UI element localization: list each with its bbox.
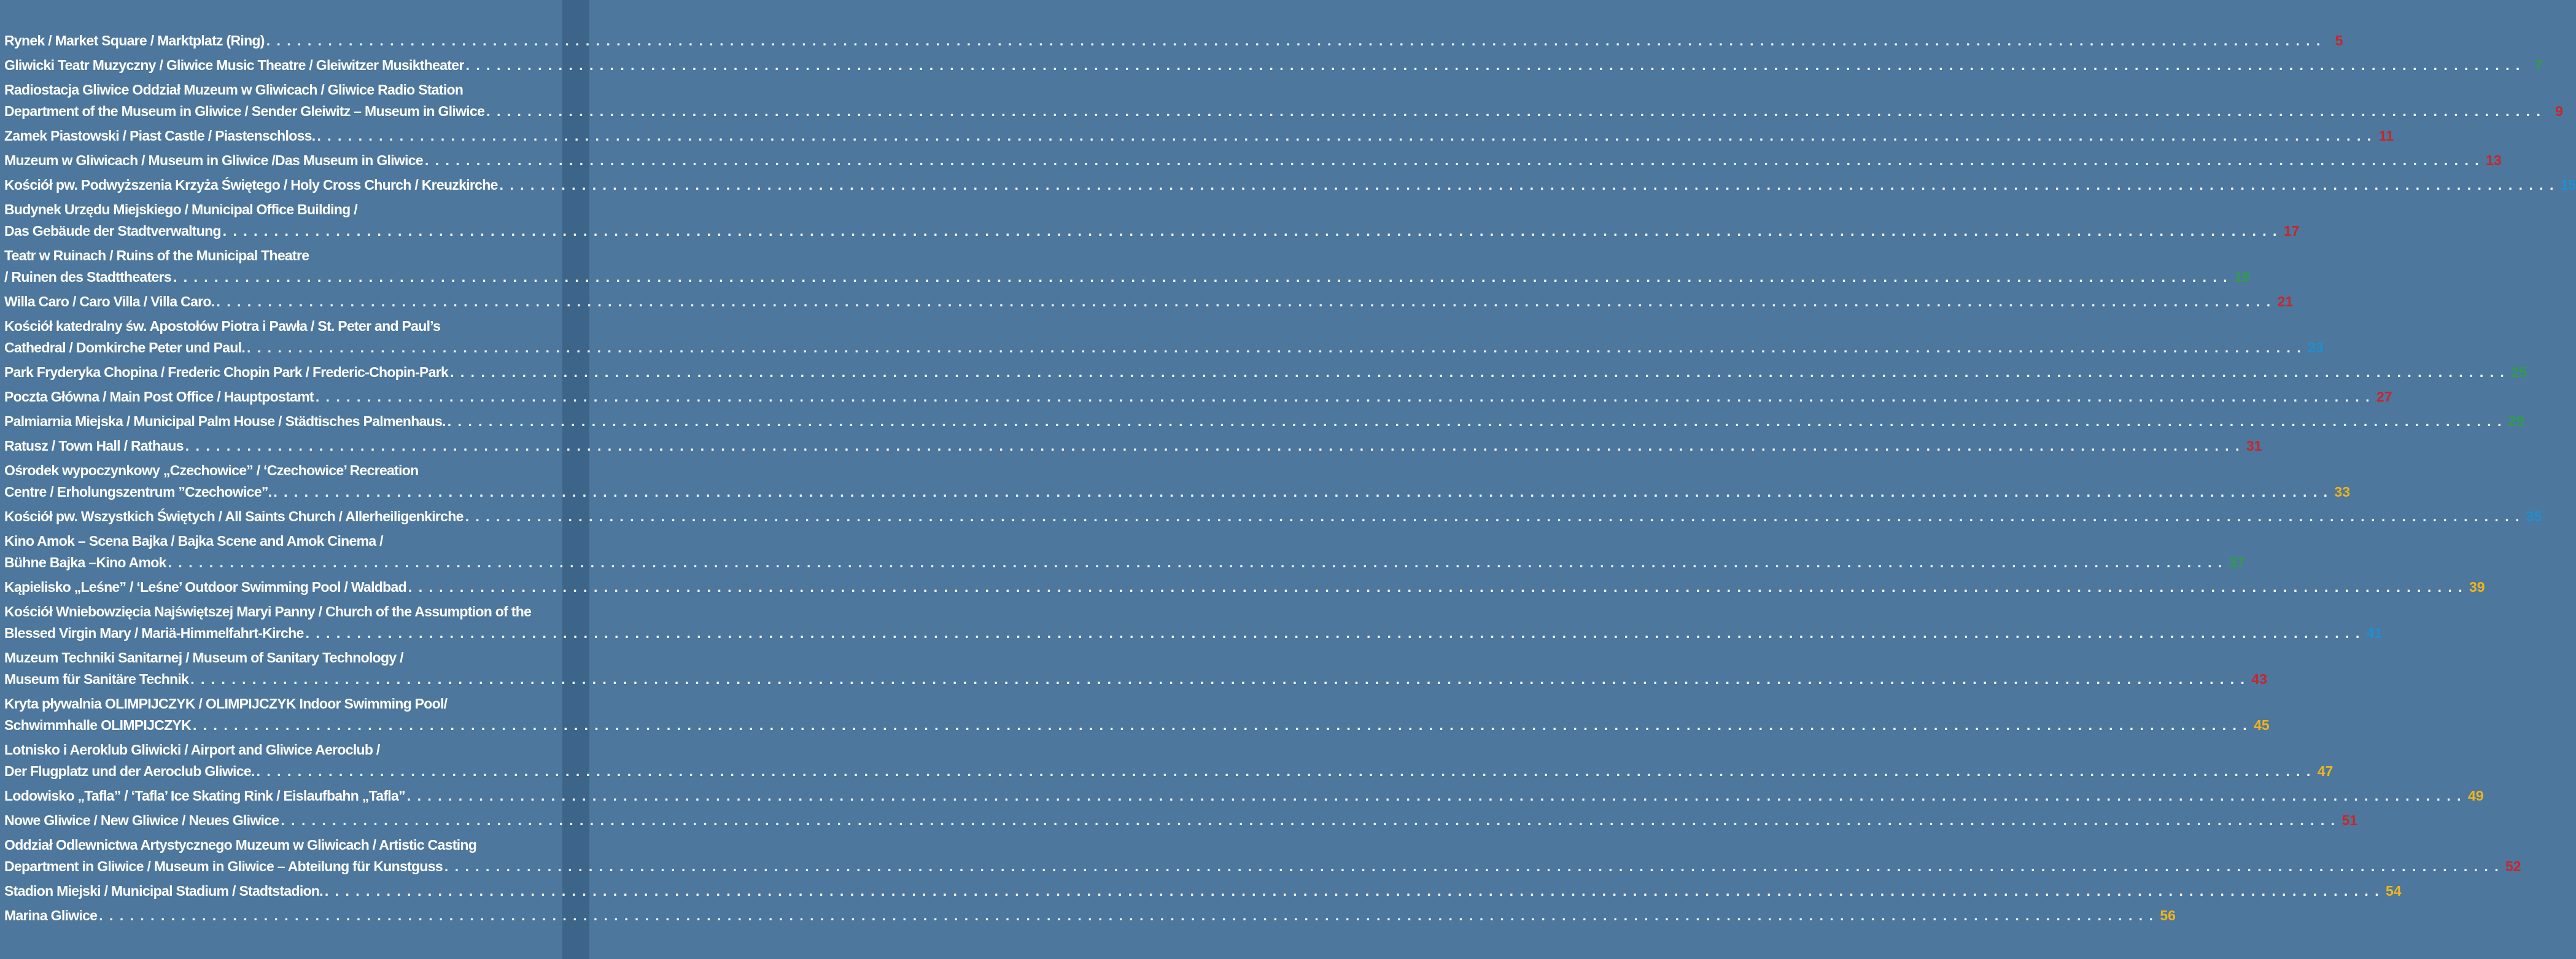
toc-entry-title: Poczta Główna / Main Post Office / Hauptpostamt: [4, 389, 314, 405]
dot-leader: . . . . . . . . . . . . . . . . . . . . . . . . . . . . . . . . . . . . . . . . . . . . . . . . . . . . . . . . . . . . . . . . . . . . . . . . . . . . . . . . . . . . . . . . . . . . . . . . . . . . . . . . . . . . . . . . . . . . . . . . . . . . . . . . . . . . . . . . . . . . . . . . . . . . . . . . . . . . . . . . . . . . . . . . . . . . . . . . . . . . . . . . . . . . . . . . . . . . . . . .: [450, 364, 2505, 380]
page-number: 9: [2555, 103, 2563, 119]
page-number: 35: [2526, 508, 2542, 524]
toc-entry-line: [4, 460, 583, 481]
toc-entry-title: Nowe Gliwice / New Gliwice / Neues Gliwice: [4, 812, 279, 828]
page-number: 13: [2486, 152, 2502, 168]
toc-entry-title: Kościół pw. Podwyższenia Krzyża Świętego / Holy Cross Church / Kreuzkirche: [4, 177, 498, 193]
toc-entry[interactable]: [4, 880, 2402, 905]
toc-entry[interactable]: [4, 693, 2270, 739]
toc-entry[interactable]: [4, 199, 2300, 245]
toc-entry-line: [4, 245, 583, 266]
toc-entry-title: Museum für Sanitäre Technik: [4, 671, 189, 687]
dot-leader: . . . . . . . . . . . . . . . . . . . . . . . . . . . . . . . . . . . . . . . . . . . . . . . . . . . . . . . . . . . . . . . . . . . . . . . . . . . . . . . . . . . . . . . . . . . . . . . . . . . . . . . . . . . . . . . . . . . . . . . . . . . . . . . . . . . . . . . . . . . . . . . . . . . . . . . . . . . . . . . . . . . . . . . . . . . . . . . . . . . . . . . . . . . . . . . . . . . . . . . .: [499, 177, 2555, 193]
page-number: 27: [2376, 389, 2392, 405]
toc-entry[interactable]: [4, 530, 2245, 577]
toc-entry-line: [4, 266, 2250, 288]
toc-entry-title: Ratusz / Town Hall / Rathaus: [4, 438, 184, 454]
toc-entry-line: [4, 785, 2484, 807]
toc-entry-title: Willa Caro / Caro Villa / Villa Caro.: [4, 293, 215, 309]
toc-entry-title: Lodowisko „Tafla” / ‘Tafla’ Ice Skating Rink / Eislaufbahn „Tafla”: [4, 788, 405, 804]
dot-leader: . . . . . . . . . . . . . . . . . . . . . . . . . . . . . . . . . . . . . . . . . . . . . . . . . . . . . . . . . . . . . . . . . . . . . . . . . . . . . . . . . . . . . . . . . . . . . . . . . . . . . . . . . . . . . . . . . . . . . . . . . . . . . . . . . . . . . . . . . . . . . . . . . . . . . . . . . . . . . . . . . . . . . . . . . . . . . . . . . . . . . . . . . . . . . . . . . . . . . . . .: [99, 907, 2154, 923]
toc-entry-title: Department in Gliwice / Museum in Gliwice – Abteilung für Kunstguss: [4, 858, 443, 874]
toc-entry-title: Teatr w Ruinach / Ruins of the Municipal Theatre: [4, 247, 309, 263]
toc-entry-line: [4, 101, 2563, 122]
toc-entry-line: [4, 761, 2334, 782]
toc-entry-line: [4, 411, 2524, 432]
toc-entry[interactable]: [4, 411, 2524, 435]
dot-leader: . . . . . . . . . . . . . . . . . . . . . . . . . . . . . . . . . . . . . . . . . . . . . . . . . . . . . . . . . . . . . . . . . . . . . . . . . . . . . . . . . . . . . . . . . . . . . . . . . . . . . . . . . . . . . . . . . . . . . . . . . . . . . . . . . . . . . . . . . . . . . . . . . . . . . . . . . . . . . . . . . . . . . . . . . . . . . . . . . . . . . . . . . . . . . . . . . . . . . . . .: [173, 269, 2229, 285]
toc-entry-title: Kościół katedralny św. Apostołów Piotra i Pawła / St. Peter and Paul’s: [4, 318, 441, 334]
page-number: 47: [2317, 763, 2334, 779]
toc-entry-title: Rynek / Market Square / Marktplatz (Ring): [4, 33, 265, 49]
page-number: 54: [2386, 883, 2402, 899]
page-number: 15: [2560, 177, 2576, 193]
dot-leader: . . . . . . . . . . . . . . . . . . . . . . . . . . . . . . . . . . . . . . . . . . . . . . . . . . . . . . . . . . . . . . . . . . . . . . . . . . . . . . . . . . . . . . . . . . . . . . . . . . . . . . . . . . . . . . . . . . . . . . . . . . . . . . . . . . . . . . . . . . . . . . . . . . . . . . . . . . . . . . . . . . . . . . . . . . . . . . . . . . . . . . . . . . . . . . . . . . . . . . . .: [424, 152, 2480, 168]
toc-entry[interactable]: [4, 174, 2576, 199]
toc-entry-line: [4, 30, 2343, 52]
page-number: 11: [2378, 128, 2394, 144]
toc-entry[interactable]: [4, 386, 2392, 411]
toc-entry[interactable]: [4, 291, 2294, 316]
toc-entry-title: Bühne Bajka –Kino Amok: [4, 554, 166, 570]
toc-entry-title: Muzeum w Gliwicach / Museum in Gliwice /Das Museum in Gliwice: [4, 152, 423, 168]
toc-entry-line: [4, 199, 583, 220]
toc-entry-line: [4, 55, 2543, 76]
dot-leader: . . . . . . . . . . . . . . . . . . . . . . . . . . . . . . . . . . . . . . . . . . . . . . . . . . . . . . . . . . . . . . . . . . . . . . . . . . . . . . . . . . . . . . . . . . . . . . . . . . . . . . . . . . . . . . . . . . . . . . . . . . . . . . . . . . . . . . . . . . . . . . . . . . . . . . . . . . . . . . . . . . . . . . . . . . . . . . . . . . . . . . . . . . . . . . . . . . . . . . . .: [406, 788, 2462, 804]
toc-entry-line: [4, 905, 2176, 926]
page-number: 17: [2283, 223, 2300, 239]
page-number: 43: [2251, 671, 2267, 687]
toc-entry-title: Palmiarnia Miejska / Municipal Palm House / Städtisches Palmenhaus.: [4, 413, 446, 429]
toc-entry[interactable]: [4, 55, 2543, 79]
toc-entry[interactable]: [4, 739, 2334, 785]
toc-entry-line: [4, 220, 2300, 242]
toc-entry-title: Centre / Erholungszentrum ”Czechowice”.: [4, 484, 272, 500]
toc-entry-title: Park Fryderyka Chopina / Frederic Chopin Park / Frederic-Chopin-Park: [4, 364, 449, 380]
page-number: 33: [2334, 484, 2350, 500]
toc-entry-line: [4, 386, 2392, 408]
dot-leader: . . . . . . . . . . . . . . . . . . . . . . . . . . . . . . . . . . . . . . . . . . . . . . . . . . . . . . . . . . . . . . . . . . . . . . . . . . . . . . . . . . . . . . . . . . . . . . . . . . . . . . . . . . . . . . . . . . . . . . . . . . . . . . . . . . . . . . . . . . . . . . . . . . . . . . . . . . . . . . . . . . . . . . . . . . . . . . . . . . . . . . . . . . . . . . . . . . . . . . . .: [315, 389, 2371, 405]
dot-leader: . . . . . . . . . . . . . . . . . . . . . . . . . . . . . . . . . . . . . . . . . . . . . . . . . . . . . . . . . . . . . . . . . . . . . . . . . . . . . . . . . . . . . . . . . . . . . . . . . . . . . . . . . . . . . . . . . . . . . . . . . . . . . . . . . . . . . . . . . . . . . . . . . . . . . . . . . . . . . . . . . . . . . . . . . . . . . . . . . . . . . . . . . . . . . . . . . . . . . . . .: [447, 413, 2503, 429]
toc-entry-line: [4, 337, 2324, 359]
toc-entry-line: [4, 362, 2527, 383]
toc-entry[interactable]: [4, 245, 2250, 291]
page-number: 31: [2246, 438, 2262, 454]
page-number: 5: [2335, 33, 2343, 49]
dot-leader: . . . . . . . . . . . . . . . . . . . . . . . . . . . . . . . . . . . . . . . . . . . . . . . . . . . . . . . . . . . . . . . . . . . . . . . . . . . . . . . . . . . . . . . . . . . . . . . . . . . . . . . . . . . . . . . . . . . . . . . . . . . . . . . . . . . . . . . . . . . . . . . . . . . . . . . . . . . . . . . . . . . . . . . . . . . . . . . . . . . . . . . . . . . . . . . . . . . . . . . .: [193, 717, 2248, 733]
toc-entry-title: Department of the Museum in Gliwice / Sender Gleiwitz – Museum in Gliwice: [4, 103, 485, 119]
page-number: 25: [2511, 364, 2527, 380]
page-number: 37: [2229, 554, 2245, 570]
toc-entry[interactable]: [4, 577, 2485, 601]
toc-entry-title: Gliwicki Teatr Muzyczny / Gliwice Music Theatre / Gleiwitzer Musiktheater: [4, 57, 464, 73]
toc-entry-title: Radiostacja Gliwice Oddział Muzeum w Gliwicach / Gliwice Radio Station: [4, 82, 464, 98]
toc-entry-line: [4, 715, 2270, 736]
dot-leader: . . . . . . . . . . . . . . . . . . . . . . . . . . . . . . . . . . . . . . . . . . . . . . . . . . . . . . . . . . . . . . . . . . . . . . . . . . . . . . . . . . . . . . . . . . . . . . . . . . . . . . . . . . . . . . . . . . . . . . . . . . . . . . . . . . . . . . . . . . . . . . . . . . . . . . . . . . . . . . . . . . . . . . . . . . . . . . . . . . . . . . . . . . . . . . . . . . . . . . . .: [486, 103, 2542, 119]
toc-entry-line: [4, 530, 583, 552]
toc-entry[interactable]: [4, 905, 2176, 930]
page-number: 7: [2534, 57, 2543, 73]
toc-entry[interactable]: [4, 506, 2542, 530]
toc-entry[interactable]: [4, 810, 2358, 834]
dot-leader: . . . . . . . . . . . . . . . . . . . . . . . . . . . . . . . . . . . . . . . . . . . . . . . . . . . . . . . . . . . . . . . . . . . . . . . . . . . . . . . . . . . . . . . . . . . . . . . . . . . . . . . . . . . . . . . . . . . . . . . . . . . . . . . . . . . . . . . . . . . . . . . . . . . . . . . . . . . . . . . . . . . . . . . . . . . . . . . . . . . . . . . . . . . . . . . . . . . . . . . .: [185, 438, 2241, 454]
toc-entry-line: [4, 79, 583, 101]
dot-leader: . . . . . . . . . . . . . . . . . . . . . . . . . . . . . . . . . . . . . . . . . . . . . . . . . . . . . . . . . . . . . . . . . . . . . . . . . . . . . . . . . . . . . . . . . . . . . . . . . . . . . . . . . . . . . . . . . . . . . . . . . . . . . . . . . . . . . . . . . . . . . . . . . . . . . . . . . . . . . . . . . . . . . . . . . . . . . . . . . . . . . . . . . . . . . . . . . . . . . . . .: [273, 484, 2329, 500]
toc-entry[interactable]: [4, 316, 2324, 362]
page-number: 51: [2341, 812, 2358, 828]
page-number: 29: [2508, 413, 2524, 429]
toc-entry-title: Das Gebäude der Stadtverwaltung: [4, 223, 221, 239]
toc-entry[interactable]: [4, 79, 2563, 125]
toc-entry-title: Stadion Miejski / Municipal Stadium / Stadtstadion.: [4, 883, 323, 899]
page-number: 21: [2277, 293, 2294, 309]
page-number: 45: [2254, 717, 2270, 733]
toc-entry-line: [4, 291, 2294, 313]
toc-entry-line: [4, 435, 2262, 457]
dot-leader: . . . . . . . . . . . . . . . . . . . . . . . . . . . . . . . . . . . . . . . . . . . . . . . . . . . . . . . . . . . . . . . . . . . . . . . . . . . . . . . . . . . . . . . . . . . . . . . . . . . . . . . . . . . . . . . . . . . . . . . . . . . . . . . . . . . . . . . . . . . . . . . . . . . . . . . . . . . . . . . . . . . . . . . . . . . . . . . . . . . . . . . . . . . . . . . . . . . . . . . .: [444, 858, 2500, 874]
toc-entry-title: Blessed Virgin Mary / Mariä-Himmelfahrt-Kirche: [4, 625, 304, 641]
toc-entry-title: Kryta pływalnia OLIMPIJCZYK / OLIMPIJCZYK Indoor Swimming Pool/: [4, 696, 448, 712]
toc-entry-title: Ośrodek wypoczynkowy „Czechowice” / ‘Czechowice’ Recreation: [4, 462, 419, 478]
toc-entry-title: Oddział Odlewnictwa Artystycznego Muzeum w Gliwicach / Artistic Casting: [4, 837, 477, 853]
toc-entry[interactable]: [4, 785, 2484, 810]
toc-entry[interactable]: [4, 30, 2343, 55]
toc-entry-title: / Ruinen des Stadttheaters: [4, 269, 171, 285]
toc-entry-title: Cathedral / Domkirche Peter und Paul.: [4, 340, 246, 355]
toc-entry-line: [4, 601, 583, 623]
toc-entry[interactable]: [4, 125, 2394, 150]
toc-entry-line: [4, 856, 2521, 877]
toc-entry-line: [4, 647, 583, 669]
toc-entry-title: Marina Gliwice: [4, 907, 98, 923]
toc-entry[interactable]: [4, 150, 2502, 174]
toc-entry[interactable]: [4, 435, 2262, 460]
toc-entry-title: Budynek Urzędu Miejskiego / Municipal Office Building /: [4, 201, 357, 217]
dot-leader: . . . . . . . . . . . . . . . . . . . . . . . . . . . . . . . . . . . . . . . . . . . . . . . . . . . . . . . . . . . . . . . . . . . . . . . . . . . . . . . . . . . . . . . . . . . . . . . . . . . . . . . . . . . . . . . . . . . . . . . . . . . . . . . . . . . . . . . . . . . . . . . . . . . . . . . . . . . . . . . . . . . . . . . . . . . . . . . . . . . . . . . . . . . . . . . . . . . . . . . .: [247, 340, 2302, 355]
dot-leader: . . . . . . . . . . . . . . . . . . . . . . . . . . . . . . . . . . . . . . . . . . . . . . . . . . . . . . . . . . . . . . . . . . . . . . . . . . . . . . . . . . . . . . . . . . . . . . . . . . . . . . . . . . . . . . . . . . . . . . . . . . . . . . . . . . . . . . . . . . . . . . . . . . . . . . . . . . . . . . . . . . . . . . . . . . . . . . . . . . . . . . . . . . . . . . . . . . . . . . . .: [216, 293, 2272, 309]
toc-entry[interactable]: [4, 647, 2267, 693]
toc-entry-title: Muzeum Techniki Sanitarnej / Museum of Sanitary Technology /: [4, 650, 403, 666]
toc-entry[interactable]: [4, 601, 2383, 647]
dot-leader: . . . . . . . . . . . . . . . . . . . . . . . . . . . . . . . . . . . . . . . . . . . . . . . . . . . . . . . . . . . . . . . . . . . . . . . . . . . . . . . . . . . . . . . . . . . . . . . . . . . . . . . . . . . . . . . . . . . . . . . . . . . . . . . . . . . . . . . . . . . . . . . . . . . . . . . . . . . . . . . . . . . . . . . . . . . . . . . . . . . . . . . . . . . . . . . . . . . . . . . .: [317, 128, 2373, 144]
toc-entry-line: [4, 880, 2402, 902]
dot-leader: . . . . . . . . . . . . . . . . . . . . . . . . . . . . . . . . . . . . . . . . . . . . . . . . . . . . . . . . . . . . . . . . . . . . . . . . . . . . . . . . . . . . . . . . . . . . . . . . . . . . . . . . . . . . . . . . . . . . . . . . . . . . . . . . . . . . . . . . . . . . . . . . . . . . . . . . . . . . . . . . . . . . . . . . . . . . . . . . . . . . . . . . . . . . . . . . . . . . . . . .: [465, 508, 2521, 524]
dot-leader: . . . . . . . . . . . . . . . . . . . . . . . . . . . . . . . . . . . . . . . . . . . . . . . . . . . . . . . . . . . . . . . . . . . . . . . . . . . . . . . . . . . . . . . . . . . . . . . . . . . . . . . . . . . . . . . . . . . . . . . . . . . . . . . . . . . . . . . . . . . . . . . . . . . . . . . . . . . . . . . . . . . . . . . . . . . . . . . . . . . . . . . . . . . . . . . . . . . . . . . .: [281, 812, 2337, 828]
toc-entry[interactable]: [4, 460, 2350, 506]
toc-entry-title: Zamek Piastowski / Piast Castle / Piastenschloss.: [4, 128, 316, 144]
page-number: 39: [2469, 579, 2485, 595]
dot-leader: . . . . . . . . . . . . . . . . . . . . . . . . . . . . . . . . . . . . . . . . . . . . . . . . . . . . . . . . . . . . . . . . . . . . . . . . . . . . . . . . . . . . . . . . . . . . . . . . . . . . . . . . . . . . . . . . . . . . . . . . . . . . . . . . . . . . . . . . . . . . . . . . . . . . . . . . . . . . . . . . . . . . . . . . . . . . . . . . . . . . . . . . . . . . . . . . . . . . . . . .: [465, 57, 2521, 73]
toc-entry-line: [4, 506, 2542, 527]
dot-leader: . . . . . . . . . . . . . . . . . . . . . . . . . . . . . . . . . . . . . . . . . . . . . . . . . . . . . . . . . . . . . . . . . . . . . . . . . . . . . . . . . . . . . . . . . . . . . . . . . . . . . . . . . . . . . . . . . . . . . . . . . . . . . . . . . . . . . . . . . . . . . . . . . . . . . . . . . . . . . . . . . . . . . . . . . . . . . . . . . . . . . . . . . . . . . . . . . . . . . . . .: [266, 33, 2322, 49]
toc-entry-title: Kościół Wniebowzięcia Najświętszej Maryi Panny / Church of the Assumption of the: [4, 604, 532, 619]
toc-entry-line: [4, 316, 583, 337]
toc-entry-line: [4, 810, 2358, 831]
toc-entry-line: [4, 739, 583, 761]
dot-leader: . . . . . . . . . . . . . . . . . . . . . . . . . . . . . . . . . . . . . . . . . . . . . . . . . . . . . . . . . . . . . . . . . . . . . . . . . . . . . . . . . . . . . . . . . . . . . . . . . . . . . . . . . . . . . . . . . . . . . . . . . . . . . . . . . . . . . . . . . . . . . . . . . . . . . . . . . . . . . . . . . . . . . . . . . . . . . . . . . . . . . . . . . . . . . . . . . . . . . . . .: [222, 223, 2278, 239]
toc-entry-title: Kąpielisko „Leśne” / ‘Leśne’ Outdoor Swimming Pool / Waldbad: [4, 579, 406, 595]
page-number: 49: [2467, 788, 2484, 804]
toc-entry-line: [4, 125, 2394, 147]
page-number: 19: [2234, 269, 2250, 285]
toc-entry-line: [4, 669, 2267, 690]
toc-entry[interactable]: [4, 362, 2527, 386]
dot-leader: . . . . . . . . . . . . . . . . . . . . . . . . . . . . . . . . . . . . . . . . . . . . . . . . . . . . . . . . . . . . . . . . . . . . . . . . . . . . . . . . . . . . . . . . . . . . . . . . . . . . . . . . . . . . . . . . . . . . . . . . . . . . . . . . . . . . . . . . . . . . . . . . . . . . . . . . . . . . . . . . . . . . . . . . . . . . . . . . . . . . . . . . . . . . . . . . . . . . . . . .: [324, 883, 2380, 899]
dot-leader: . . . . . . . . . . . . . . . . . . . . . . . . . . . . . . . . . . . . . . . . . . . . . . . . . . . . . . . . . . . . . . . . . . . . . . . . . . . . . . . . . . . . . . . . . . . . . . . . . . . . . . . . . . . . . . . . . . . . . . . . . . . . . . . . . . . . . . . . . . . . . . . . . . . . . . . . . . . . . . . . . . . . . . . . . . . . . . . . . . . . . . . . . . . . . . . . . . . . . . . .: [190, 671, 2246, 687]
page-number: 23: [2308, 340, 2324, 355]
toc-entry-line: [4, 150, 2502, 171]
toc-entry-line: [4, 481, 2350, 503]
toc-entry-line: [4, 834, 583, 856]
toc-entry-title: Lotnisko i Aeroklub Gliwicki / Airport and Gliwice Aeroclub /: [4, 742, 380, 758]
toc-entry-title: Kino Amok – Scena Bajka / Bajka Scene and Amok Cinema /: [4, 533, 383, 549]
toc-entry-line: [4, 693, 583, 715]
page-number: 52: [2505, 858, 2521, 874]
toc-entry-title: Der Flugplatz und der Aeroclub Gliwice.: [4, 763, 255, 779]
table-of-contents: [4, 30, 2576, 930]
toc-entry[interactable]: [4, 834, 2521, 880]
dot-leader: . . . . . . . . . . . . . . . . . . . . . . . . . . . . . . . . . . . . . . . . . . . . . . . . . . . . . . . . . . . . . . . . . . . . . . . . . . . . . . . . . . . . . . . . . . . . . . . . . . . . . . . . . . . . . . . . . . . . . . . . . . . . . . . . . . . . . . . . . . . . . . . . . . . . . . . . . . . . . . . . . . . . . . . . . . . . . . . . . . . . . . . . . . . . . . . . . . . . . . . .: [408, 579, 2464, 595]
toc-entry-line: [4, 174, 2576, 196]
toc-entry-line: [4, 552, 2245, 573]
dot-leader: . . . . . . . . . . . . . . . . . . . . . . . . . . . . . . . . . . . . . . . . . . . . . . . . . . . . . . . . . . . . . . . . . . . . . . . . . . . . . . . . . . . . . . . . . . . . . . . . . . . . . . . . . . . . . . . . . . . . . . . . . . . . . . . . . . . . . . . . . . . . . . . . . . . . . . . . . . . . . . . . . . . . . . . . . . . . . . . . . . . . . . . . . . . . . . . . . . . . . . . .: [256, 763, 2312, 779]
page-number: 41: [2366, 625, 2383, 641]
toc-entry-title: Schwimmhalle OLIMPIJCZYK: [4, 717, 191, 733]
dot-leader: . . . . . . . . . . . . . . . . . . . . . . . . . . . . . . . . . . . . . . . . . . . . . . . . . . . . . . . . . . . . . . . . . . . . . . . . . . . . . . . . . . . . . . . . . . . . . . . . . . . . . . . . . . . . . . . . . . . . . . . . . . . . . . . . . . . . . . . . . . . . . . . . . . . . . . . . . . . . . . . . . . . . . . . . . . . . . . . . . . . . . . . . . . . . . . . . . . . . . . . .: [305, 625, 2361, 641]
dot-leader: . . . . . . . . . . . . . . . . . . . . . . . . . . . . . . . . . . . . . . . . . . . . . . . . . . . . . . . . . . . . . . . . . . . . . . . . . . . . . . . . . . . . . . . . . . . . . . . . . . . . . . . . . . . . . . . . . . . . . . . . . . . . . . . . . . . . . . . . . . . . . . . . . . . . . . . . . . . . . . . . . . . . . . . . . . . . . . . . . . . . . . . . . . . . . . . . . . . . . . . .: [168, 554, 2224, 570]
page-number: 56: [2160, 907, 2176, 923]
toc-entry-line: [4, 577, 2485, 598]
toc-entry-title: Kościół pw. Wszystkich Świętych / All Saints Church / Allerheiligenkirche: [4, 508, 464, 524]
toc-entry-line: [4, 623, 2383, 644]
